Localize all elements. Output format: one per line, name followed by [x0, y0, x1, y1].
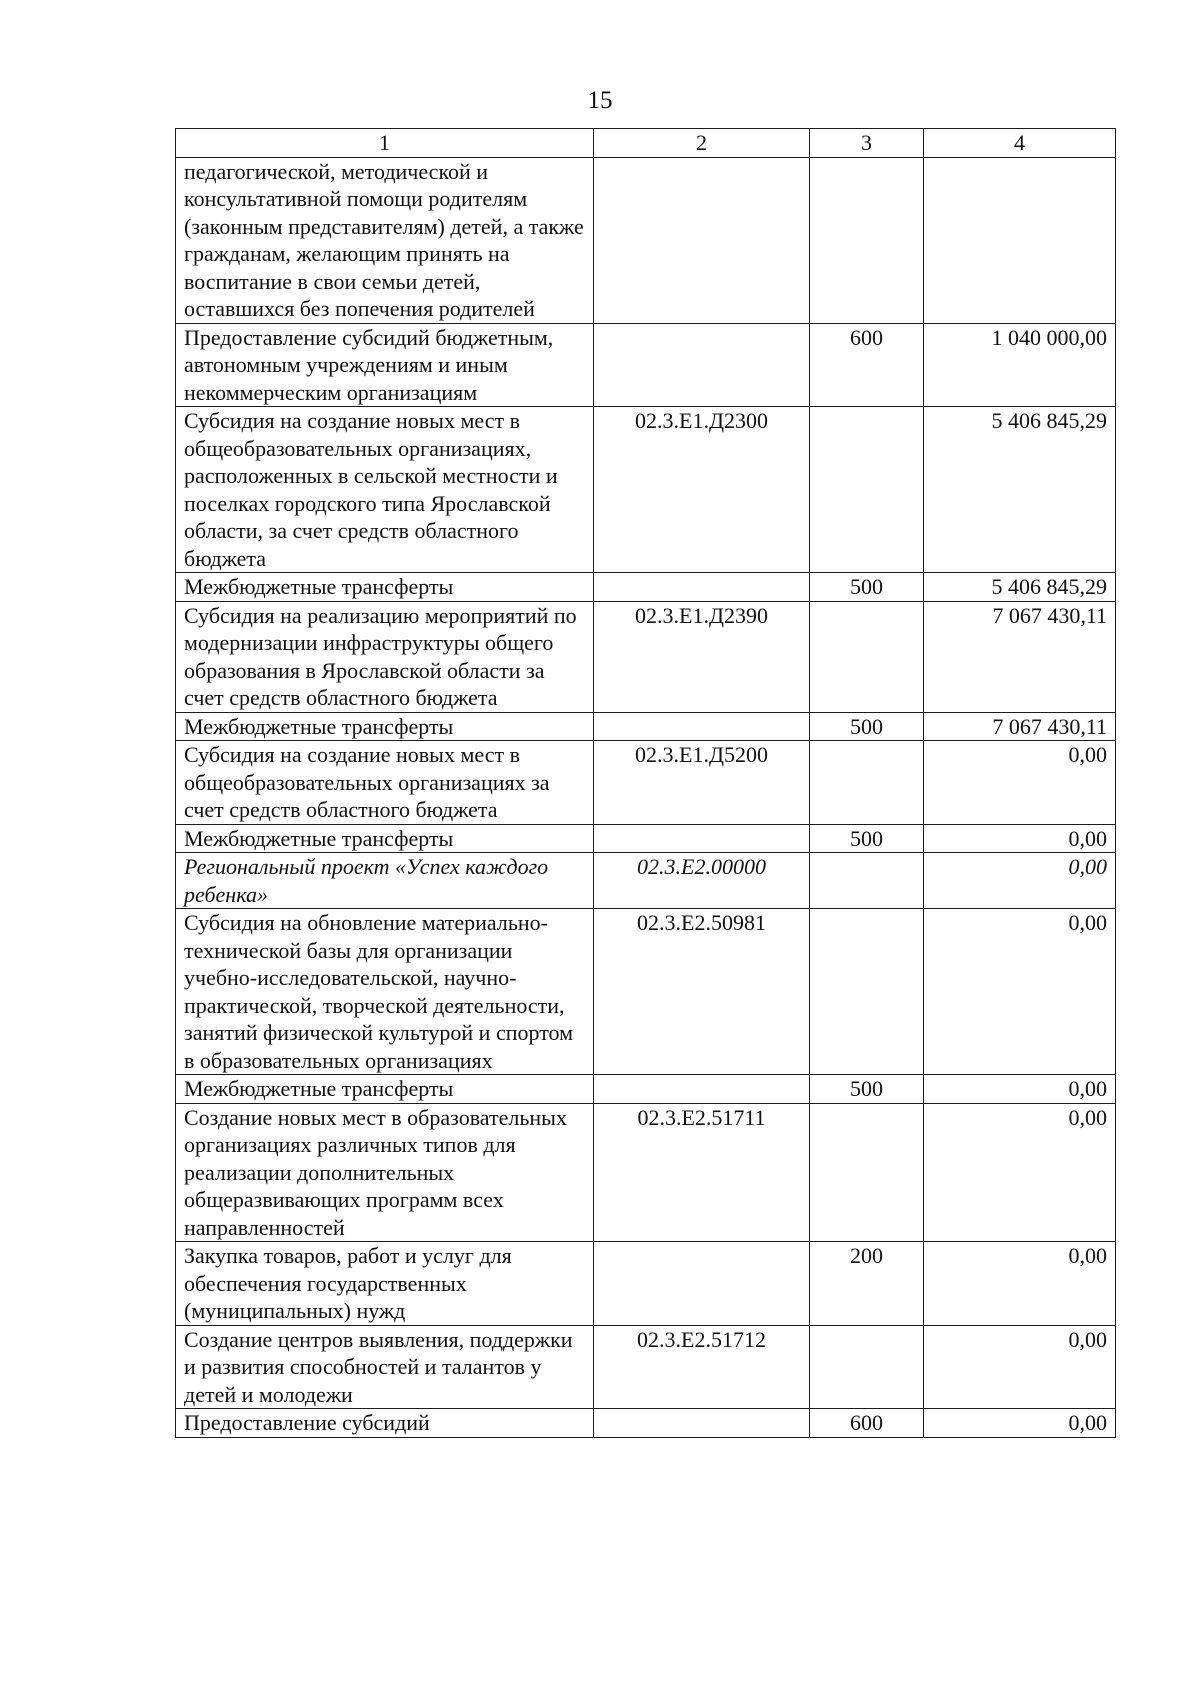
row-name-cell: Субсидия на реализацию мероприятий по модернизации инфраструктуры общего образования в Ярославской области за счет средств областного бюджета: [176, 601, 594, 712]
row-name-cell: Межбюджетные трансферты: [176, 1075, 594, 1104]
row-code-cell: 02.3.E2.51712: [594, 1325, 810, 1409]
table-row: [176, 323, 1116, 407]
row-code-cell: [594, 157, 810, 323]
row-name-cell: педагогической, методической и консультативной помощи родителям (законным представителям) детей, а также гражданам, желающим принять на воспитание в свои семьи детей, оставшихся без попечения родителей: [176, 157, 594, 323]
row-amount-cell: 0,00: [924, 741, 1116, 825]
row-name-cell: Создание центров выявления, поддержки и развития способностей и талантов у детей и молодежи: [176, 1325, 594, 1409]
table-row: [176, 1075, 1116, 1104]
row-amount-cell: 7 067 430,11: [924, 712, 1116, 741]
page-number: 15: [587, 87, 613, 114]
row-amount-cell: 0,00: [924, 853, 1116, 909]
row-code-cell: 02.3.E1.Д2300: [594, 407, 810, 573]
table-row: [176, 601, 1116, 712]
row-amount-cell: 0,00: [924, 1325, 1116, 1409]
row-amount-cell: 0,00: [924, 909, 1116, 1075]
row-amount-cell: 7 067 430,11: [924, 601, 1116, 712]
row-type-cell: [810, 407, 924, 573]
table-row: [176, 407, 1116, 573]
row-name-cell: Межбюджетные трансферты: [176, 573, 594, 602]
row-code-cell: 02.3.E1.Д5200: [594, 741, 810, 825]
table-row: [176, 853, 1116, 909]
row-code-cell: [594, 1075, 810, 1104]
row-amount-cell: 5 406 845,29: [924, 573, 1116, 602]
table-row: [176, 909, 1116, 1075]
table-row: [176, 573, 1116, 602]
row-name-cell: Создание новых мест в образовательных организациях различных типов для реализации дополнительных общеразвивающих программ всех направленностей: [176, 1103, 594, 1242]
row-amount-cell: [924, 157, 1116, 323]
table-header: [176, 129, 1116, 158]
row-type-cell: 200: [810, 1242, 924, 1326]
table-row: [176, 1325, 1116, 1409]
row-code-cell: [594, 1242, 810, 1326]
column-header-2: 2: [594, 129, 810, 158]
column-header-4: 4: [924, 129, 1116, 158]
table-row: [176, 157, 1116, 323]
row-type-cell: [810, 601, 924, 712]
row-name-cell: Предоставление субсидий бюджетным, автономным учреждениям и иным некоммерческим организациям: [176, 323, 594, 407]
row-amount-cell: 1 040 000,00: [924, 323, 1116, 407]
row-code-cell: 02.3.E2.00000: [594, 853, 810, 909]
row-type-cell: 500: [810, 1075, 924, 1104]
row-code-cell: [594, 323, 810, 407]
row-type-cell: [810, 157, 924, 323]
row-type-cell: [810, 909, 924, 1075]
row-name-cell: Субсидия на создание новых мест в общеобразовательных организациях, расположенных в сельской местности и поселках городского типа Ярославской области, за счет средств областного бюджета: [176, 407, 594, 573]
row-type-cell: 600: [810, 1409, 924, 1438]
row-name-cell: Межбюджетные трансферты: [176, 712, 594, 741]
row-code-cell: 02.3.E2.51711: [594, 1103, 810, 1242]
budget-table: [175, 128, 1116, 1438]
row-code-cell: [594, 824, 810, 853]
table-row: [176, 1103, 1116, 1242]
table-row: [176, 712, 1116, 741]
row-amount-cell: 5 406 845,29: [924, 407, 1116, 573]
row-type-cell: 500: [810, 824, 924, 853]
row-code-cell: [594, 573, 810, 602]
row-amount-cell: 0,00: [924, 824, 1116, 853]
column-header-1: 1: [176, 129, 594, 158]
row-type-cell: [810, 741, 924, 825]
row-type-cell: [810, 1103, 924, 1242]
row-name-cell: Региональный проект «Успех каждого ребенка»: [176, 853, 594, 909]
table-row: [176, 1242, 1116, 1326]
row-amount-cell: 0,00: [924, 1103, 1116, 1242]
row-name-cell: Межбюджетные трансферты: [176, 824, 594, 853]
table-row: [176, 741, 1116, 825]
table-row: [176, 1409, 1116, 1438]
row-name-cell: Закупка товаров, работ и услуг для обеспечения государственных (муниципальных) нужд: [176, 1242, 594, 1326]
row-code-cell: 02.3.E2.50981: [594, 909, 810, 1075]
row-code-cell: 02.3.E1.Д2390: [594, 601, 810, 712]
column-header-3: 3: [810, 129, 924, 158]
row-type-cell: 500: [810, 712, 924, 741]
row-type-cell: 600: [810, 323, 924, 407]
row-amount-cell: 0,00: [924, 1242, 1116, 1326]
row-name-cell: Предоставление субсидий: [176, 1409, 594, 1438]
row-code-cell: [594, 1409, 810, 1438]
row-type-cell: 500: [810, 573, 924, 602]
row-name-cell: Субсидия на создание новых мест в общеобразовательных организациях за счет средств областного бюджета: [176, 741, 594, 825]
header-row: [176, 129, 1116, 158]
table-row: [176, 824, 1116, 853]
row-code-cell: [594, 712, 810, 741]
row-type-cell: [810, 853, 924, 909]
table-body: [176, 157, 1116, 1437]
row-amount-cell: 0,00: [924, 1075, 1116, 1104]
row-name-cell: Субсидия на обновление материально-технической базы для организации учебно-исследовательской, научно-практической, творческой деятельности, занятий физической культурой и спортом в образовательных организациях: [176, 909, 594, 1075]
row-amount-cell: 0,00: [924, 1409, 1116, 1438]
row-type-cell: [810, 1325, 924, 1409]
